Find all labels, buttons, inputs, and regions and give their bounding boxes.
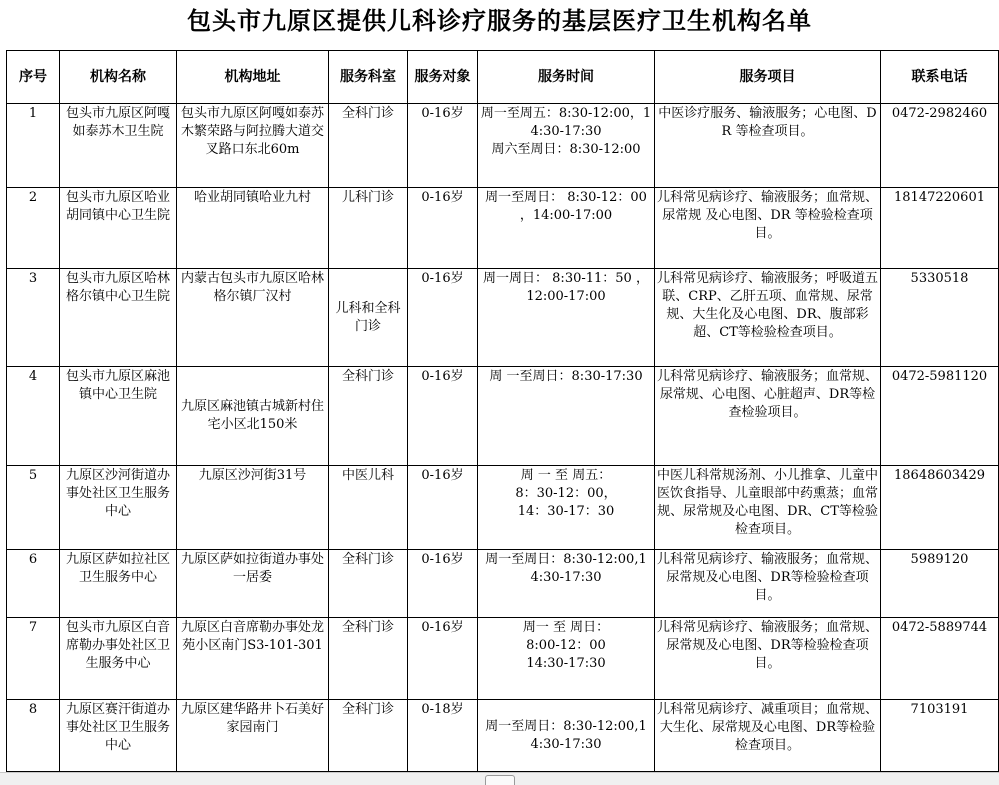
- cell-name: 包头市九原区哈林格尔镇中心卫生院: [60, 269, 177, 367]
- cell-target: 0-16岁: [408, 367, 478, 466]
- cell-dept: 全科门诊: [329, 700, 408, 772]
- table-row: [7, 550, 999, 618]
- hours-line: 14：30-17：30: [517, 504, 615, 519]
- header-dept: 服务科室: [329, 51, 408, 104]
- cell-address: 九原区萨如拉街道办事处一居委: [177, 550, 329, 618]
- cell-name: 包头市九原区白音席勒办事处社区卫生服务中心: [60, 618, 177, 700]
- hours-line: 8：30-12：00，: [515, 486, 617, 501]
- table-row: [7, 104, 999, 188]
- cell-address: 九原区麻池镇古城新村住宅小区北150米: [177, 367, 329, 466]
- cell-items: 儿科常见病诊疗、输液服务；呼吸道五联、CRP、乙肝五项、血常规、尿常规、大生化及心电图、DR、腹部彩超、CT等检验检查项目。: [655, 269, 881, 367]
- header-items: 服务项目: [655, 51, 881, 104]
- cell-phone: 0472-2982460: [881, 104, 999, 188]
- table-row: [7, 367, 999, 466]
- hours-line: 周一至周日：8:30-12:00,14:30-17:30: [485, 552, 647, 585]
- cell-hours: [478, 367, 655, 466]
- hours-line: 周六至周日：8:30-12:00: [491, 142, 641, 157]
- cell-target: 0-16岁: [408, 550, 478, 618]
- cell-phone: 5989120: [881, 550, 999, 618]
- table-row: [7, 466, 999, 550]
- cell-name: 九原区沙河街道办事处社区卫生服务中心: [60, 466, 177, 550]
- cell-target: 0-16岁: [408, 188, 478, 269]
- cell-no: 8: [7, 700, 60, 772]
- header-no: 序号: [7, 51, 60, 104]
- cell-hours: [478, 104, 655, 188]
- cell-no: 2: [7, 188, 60, 269]
- cell-items: 儿科常见病诊疗、输液服务；血常规、尿常规及心电图、DR等检验检查项目。: [655, 550, 881, 618]
- cell-dept: 儿科门诊: [329, 188, 408, 269]
- hours-line: 周一至周日：8:30-12:00,14:30-17:30: [485, 718, 647, 752]
- cell-phone: 5330518: [881, 269, 999, 367]
- cell-target: 0-18岁: [408, 700, 478, 772]
- cell-dept: 中医儿科: [329, 466, 408, 550]
- hours-line: 8:00-12：00: [526, 638, 606, 653]
- cell-items: 儿科常见病诊疗、输液服务；血常规、尿常规 及心电图、DR 等检验检查项目。: [655, 188, 881, 269]
- cell-hours: [478, 269, 655, 367]
- header-address: 机构地址: [177, 51, 329, 104]
- cell-name: 九原区萨如拉社区卫生服务中心: [60, 550, 177, 618]
- table-row: [7, 618, 999, 700]
- hours-line: 周一至周五：8:30-12:00，14:30-17:30: [480, 106, 652, 139]
- cell-address: 九原区建华路井卜石美好家园南门: [177, 700, 329, 772]
- cell-dept: 全科门诊: [329, 550, 408, 618]
- cell-target: 0-16岁: [408, 269, 478, 367]
- cell-address: 包头市九原区阿嘎如泰苏木繁荣路与阿拉腾大道交叉路口东北60m: [177, 104, 329, 188]
- cell-hours: [478, 466, 655, 550]
- cell-address: 内蒙古包头市九原区哈林格尔镇厂汉村: [177, 269, 329, 367]
- cell-dept: 全科门诊: [329, 104, 408, 188]
- table-row: [7, 188, 999, 269]
- header-target: 服务对象: [408, 51, 478, 104]
- cell-dept: 全科门诊: [329, 367, 408, 466]
- cell-hours: [478, 618, 655, 700]
- cell-phone: 18648603429: [881, 466, 999, 550]
- cell-address: 九原区白音席勒办事处龙苑小区南门S3-101-301: [177, 618, 329, 700]
- cell-target: 0-16岁: [408, 618, 478, 700]
- hours-line: 周一周日： 8:30-11：50 ，12:00-17:00: [483, 271, 649, 304]
- document-title: 包头市九原区提供儿科诊疗服务的基层医疗卫生机构名单: [187, 7, 812, 35]
- cell-items: 儿科常见病诊疗、输液服务；血常规、 尿常规、心电图、心脏超声、DR等检查检验项目。: [655, 367, 881, 466]
- cell-phone: 18147220601: [881, 188, 999, 269]
- cell-items: 中医诊疗服务、输液服务；心电图、DR 等检查项目。: [655, 104, 881, 188]
- cell-dept: 全科门诊: [329, 618, 408, 700]
- table-row: [7, 269, 999, 367]
- cell-target: 0-16岁: [408, 104, 478, 188]
- cell-hours: [478, 550, 655, 618]
- header-hours: 服务时间: [478, 51, 655, 104]
- cell-no: 4: [7, 367, 60, 466]
- header-name: 机构名称: [60, 51, 177, 104]
- cell-name: 包头市九原区哈业胡同镇中心卫生院: [60, 188, 177, 269]
- cell-dept: 儿科和全科门诊: [329, 269, 408, 367]
- cell-items: 儿科常见病诊疗、输液服务；血常规、尿常规及心电图、DR等检验检查项目。: [655, 618, 881, 700]
- hours-line: 周一 至 周日：: [522, 620, 610, 635]
- institution-table: [6, 50, 999, 772]
- header-phone: 联系电话: [881, 51, 999, 104]
- cell-hours: [478, 188, 655, 269]
- cell-no: 5: [7, 466, 60, 550]
- cell-phone: 7103191: [881, 700, 999, 772]
- hours-line: 周一至周日： 8:30-12：00 ，14:00-17:00: [485, 190, 647, 223]
- cell-address: 九原区沙河街31号: [177, 466, 329, 550]
- cell-hours: [478, 700, 655, 772]
- header-row: [7, 51, 999, 104]
- hours-line: 14:30-17:30: [526, 656, 606, 671]
- cell-no: 1: [7, 104, 60, 188]
- hours-line: 周 一至周日：8:30-17:30: [489, 369, 643, 384]
- cell-target: 0-16岁: [408, 466, 478, 550]
- cell-phone: 0472-5981120: [881, 367, 999, 466]
- cell-items: 中医儿科常规汤剂、小儿推拿、儿童中医饮食指导、儿童眼部中药熏蒸；血常规、尿常规及心电图、DR、CT等检验检查项目。: [655, 466, 881, 550]
- cell-address: 哈业胡同镇哈业九村: [177, 188, 329, 269]
- cell-name: 九原区赛汗街道办事处社区卫生服务中心: [60, 700, 177, 772]
- table-row: [7, 700, 999, 772]
- cell-items: 儿科常见病诊疗、减重项目；血常规、大生化、尿常规及心电图、DR等检验检查项目。: [655, 700, 881, 772]
- cell-name: 包头市九原区麻池镇中心卫生院: [60, 367, 177, 466]
- cell-no: 6: [7, 550, 60, 618]
- cell-no: 3: [7, 269, 60, 367]
- cell-no: 7: [7, 618, 60, 700]
- hours-line: 周 一 至 周五：: [520, 468, 612, 483]
- cell-phone: 0472-5889744: [881, 618, 999, 700]
- cell-name: 包头市九原区阿嘎如泰苏木卫生院: [60, 104, 177, 188]
